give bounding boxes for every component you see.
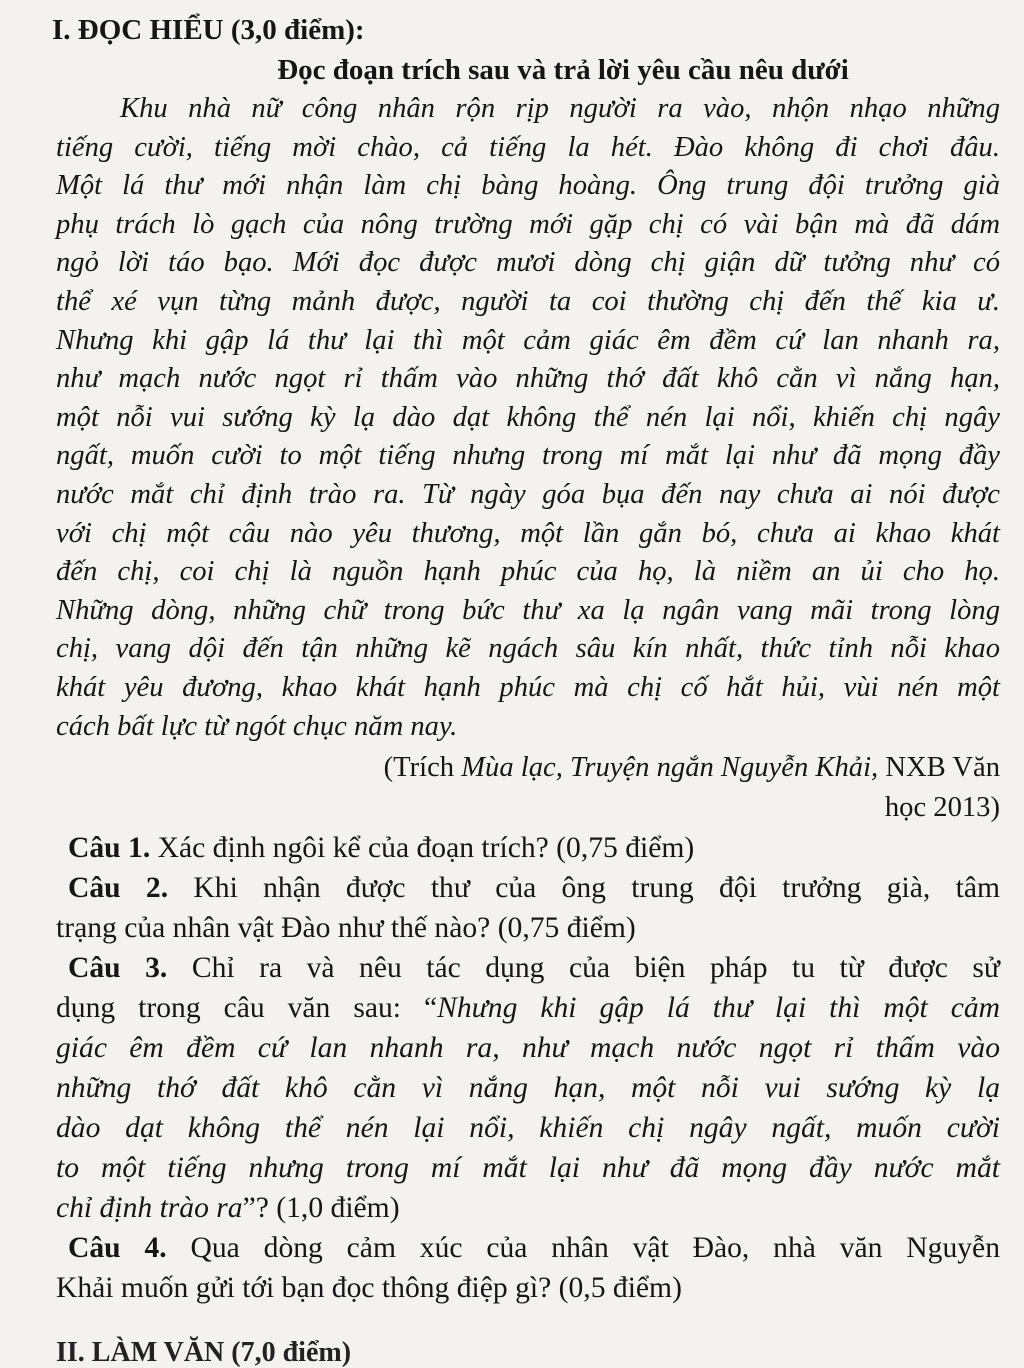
question-3-line (56, 1148, 1000, 1188)
cutoff-next-section: II. LÀM VĂN (7,0 điểm) (56, 1337, 352, 1368)
quoted-text: chỉ định trào ra (56, 1192, 243, 1225)
question-text: ”? (1,0 điểm) (242, 1192, 400, 1225)
question-label: Câu 1. (68, 832, 151, 865)
source-publisher: NXB Văn (878, 752, 1000, 784)
question-1-line (56, 828, 1000, 868)
quoted-text: to một tiếng nhưng trong mí mắt lại như đã mọng đầy nước mắt (56, 1152, 1000, 1185)
question-text: Khi nhận được thư của ông trung đội trưởng già, tâm (168, 872, 1000, 905)
question-1 (56, 828, 1000, 868)
source-line-2: học 2013) (884, 792, 1000, 824)
question-3 (56, 948, 1000, 1228)
question-2-line: trạng của nhân vật Đào như thế nào? (0,75 điểm) (56, 912, 636, 945)
question-text: Qua dòng cảm xúc của nhân vật Đào, nhà văn Nguyễn (166, 1232, 1000, 1265)
instruction-line: Đọc đoạn trích sau và trả lời yêu cầu nêu dưới (277, 54, 849, 86)
passage-line: tiếng cười, tiếng mời chào, cả tiếng la hét. Đào không đi chơi đâu. (56, 131, 1000, 163)
passage-line: Những dòng, những chữ trong bức thư xa lạ ngân vang mãi trong lòng (56, 594, 1000, 626)
source-line-1 (56, 748, 1000, 788)
quoted-text: dào dạt không thể nén lại nổi, khiến chị ngây ngất, muốn cười (56, 1112, 1000, 1145)
passage-line: Một lá thư mới nhận làm chị bàng hoàng. Ông trung đội trưởng già (56, 170, 1000, 202)
question-3-line (56, 988, 1000, 1028)
question-3-line (56, 1028, 1000, 1068)
question-4-line (56, 1228, 1000, 1268)
question-label: Câu 2. (68, 872, 169, 905)
passage-line: Khu nhà nữ công nhân rộn rịp người ra vào, nhộn nhạo những (120, 93, 1000, 124)
quoted-text: Nhưng khi gập lá thư lại thì một cảm (437, 992, 1000, 1025)
question-4 (56, 1228, 1000, 1308)
passage-line: đến chị, coi chị là nguồn hạnh phúc của họ, là niềm an ủi cho họ. (56, 556, 1000, 588)
question-3-line (56, 1188, 1000, 1228)
source-prefix: (Trích (383, 752, 462, 784)
question-3-line (56, 1068, 1000, 1108)
passage-line: một nỗi vui sướng kỳ lạ dào dạt không thể nén lại nổi, khiến chị ngây (56, 401, 1000, 433)
question-text: Chỉ ra và nêu tác dụng của biện pháp tu từ được sử (167, 952, 1000, 985)
passage-line: ngỏ lời táo bạo. Mới đọc được mươi dòng chị giận dữ tưởng như có (56, 247, 1000, 279)
passage-line: nước mắt chỉ định trào ra. Từ ngày góa bụa đến nay chưa ai nói được (56, 478, 1000, 510)
passage-line: cách bất lực từ ngót chục năm nay. (56, 710, 458, 742)
passage-line: chị, vang dội đến tận những kẽ ngách sâu kín nhất, thức tỉnh nỗi khao (56, 633, 1000, 665)
question-2 (56, 868, 1000, 948)
passage-line: Nhưng khi gập lá thư lại thì một cảm giác êm đềm cứ lan nhanh ra, (56, 324, 1000, 356)
question-2-line (56, 868, 1000, 908)
passage-line: phụ trách lò gạch của nông trường mới gặp chị có vài bận mà đã dám (56, 208, 1000, 240)
question-label: Câu 3. (68, 952, 168, 985)
passage-line: như mạch nước ngọt rỉ thấm vào những thớ đất khô cằn vì nắng hạn, (56, 363, 1000, 395)
question-label: Câu 4. (68, 1232, 167, 1265)
question-text: dụng trong câu văn sau: “ (56, 992, 438, 1025)
passage-line: thể xé vụn từng mảnh được, người ta coi thường chị đến thế kia ư. (56, 285, 1000, 317)
question-text: Xác định ngôi kể của đoạn trích? (0,75 điểm) (150, 832, 695, 865)
source-citation (56, 746, 1000, 828)
source-title: Mùa lạc, Truyện ngắn Nguyễn Khải, (461, 752, 879, 784)
question-3-line (56, 1108, 1000, 1148)
question-3-line (56, 948, 1000, 988)
passage-line: với chị một câu nào yêu thương, một lần gắn bó, chưa ai khao khát (56, 517, 1000, 549)
question-4-line: Khải muốn gửi tới bạn đọc thông điệp gì? (0,5 điểm) (56, 1272, 682, 1305)
passage-excerpt (56, 90, 1000, 746)
passage-line: ngất, muốn cười to một tiếng nhưng trong mí mắt lại như đã mọng đầy (56, 440, 1000, 472)
quoted-text: những thớ đất khô cằn vì nắng hạn, một nỗi vui sướng kỳ lạ (56, 1072, 1000, 1105)
section-heading: I. ĐỌC HIỂU (3,0 điểm): (52, 14, 365, 46)
passage-line: khát yêu đương, khao khát hạnh phúc mà chị cố hắt hủi, vùi nén một (56, 671, 1000, 703)
quoted-text: giác êm đềm cứ lan nhanh ra, như mạch nước ngọt rỉ thấm vào (56, 1032, 1000, 1065)
